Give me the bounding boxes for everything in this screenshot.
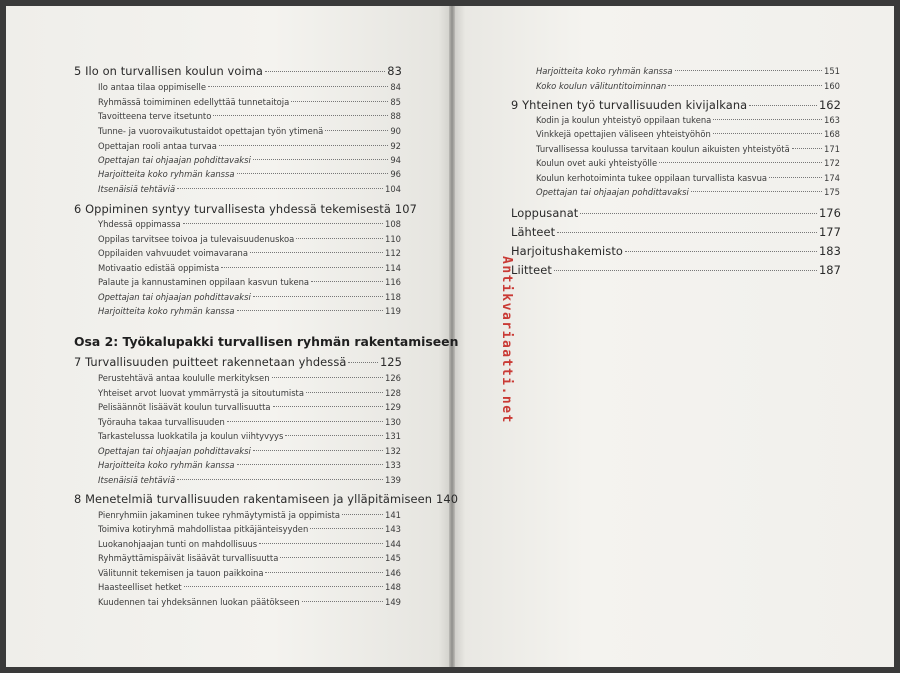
toc-item: Turvallisessa koulussa tarvitaan koulun aikuisten yhteistyötä 171	[536, 144, 840, 154]
toc-item: Koulun kerhotoiminta tukee oppilaan turvallista kasvua 174	[536, 173, 840, 183]
toc-item: Opettajan tai ohjaajan pohdittavaksi 175	[536, 187, 840, 197]
toc-exercise-index: Harjoitushakemisto 183	[511, 244, 841, 258]
toc-item: Opettajan tai ohjaajan pohdittavaksi 94	[98, 155, 401, 165]
toc-item: Tavoitteena terve itsetunto 88	[98, 111, 401, 121]
toc-item: Oppilas tarvitsee toivoa ja tulevaisuudenuskoa 110	[98, 234, 401, 244]
toc-item: Luokanohjaajan tunti on mahdollisuus 144	[98, 539, 401, 549]
toc-item: Palaute ja kannustaminen oppilaan kasvun tukena 116	[98, 277, 401, 287]
toc-item: Perustehtävä antaa koululle merkityksen 126	[98, 373, 401, 383]
toc-sources: Lähteet 177	[511, 225, 841, 239]
toc-item: Koulun ovet auki yhteistyölle 172	[536, 158, 840, 168]
toc-item: Pienryhmiin jakaminen tukee ryhmäytymistä ja oppimista 141	[98, 510, 401, 520]
toc-item: Toimiva kotiryhmä mahdollistaa pitkäjänteisyyden 143	[98, 524, 401, 534]
toc-item: Itsenäisiä tehtäviä 139	[98, 475, 401, 485]
toc-item: Harjoitteita koko ryhmän kanssa 96	[98, 169, 401, 179]
toc-item: Harjoitteita koko ryhmän kanssa 133	[98, 460, 401, 470]
toc-item: Työrauha takaa turvallisuuden 130	[98, 417, 401, 427]
toc-item: Harjoitteita koko ryhmän kanssa 119	[98, 306, 401, 316]
toc-chapter-9: 9 Yhteinen työ turvallisuuden kivijalkana 162	[511, 98, 841, 112]
toc-item: Vinkkejä opettajien väliseen yhteistyöhön 168	[536, 129, 840, 139]
toc-item: Yhdessä oppimassa 108	[98, 219, 401, 229]
toc-item: Opettajan tai ohjaajan pohdittavaksi 118	[98, 292, 401, 302]
toc-closing-words: Loppusanat 176	[511, 206, 841, 220]
toc-item: Harjoitteita koko ryhmän kanssa 151	[536, 66, 840, 76]
toc-item: Haasteelliset hetket 148	[98, 582, 401, 592]
toc-chapter-7: 7 Turvallisuuden puitteet rakennetaan yhdessä 125	[74, 355, 402, 369]
toc-chapter-8: 8 Menetelmiä turvallisuuden rakentamiseen ja ylläpitämiseen 140	[74, 492, 459, 506]
toc-chapter-6: 6 Oppiminen syntyy turvallisesta yhdessä tekemisestä 107	[74, 202, 417, 216]
toc-item: Opettajan rooli antaa turvaa 92	[98, 141, 401, 151]
toc-item: Pelisäännöt lisäävät koulun turvallisuutta 129	[98, 402, 401, 412]
toc-item: Ilo antaa tilaa oppimiselle 84	[98, 82, 401, 92]
toc-item: Itsenäisiä tehtäviä 104	[98, 184, 401, 194]
toc-item: Ryhmässä toimiminen edellyttää tunnetaitoja 85	[98, 97, 401, 107]
toc-item: Opettajan tai ohjaajan pohdittavaksi 132	[98, 446, 401, 456]
toc-item: Välitunnit tekemisen ja tauon paikkoina 146	[98, 568, 401, 578]
toc-item: Yhteiset arvot luovat ymmärrystä ja sitoutumista 128	[98, 388, 401, 398]
toc-item: Tarkastelussa luokkatila ja koulun viihtyvyys 131	[98, 431, 401, 441]
part-2-heading: Osa 2: Työkalupakki turvallisen ryhmän rakentamiseen	[74, 334, 459, 349]
toc-chapter-5: 5 Ilo on turvallisen koulun voima 83	[74, 64, 402, 78]
watermark-stamp: Antikvariaatti.net	[499, 256, 514, 424]
toc-item: Ryhmäyttämispäivät lisäävät turvallisuutta 145	[98, 553, 401, 563]
toc-item: Kuudennen tai yhdeksännen luokan päätökseen 149	[98, 597, 401, 607]
toc-item: Koko koulun välituntitoiminnan 160	[536, 81, 840, 91]
toc-item: Oppilaiden vahvuudet voimavarana 112	[98, 248, 401, 258]
toc-item: Motivaatio edistää oppimista 114	[98, 263, 401, 273]
toc-item: Kodin ja koulun yhteistyö oppilaan tukena 163	[536, 115, 840, 125]
toc-appendices: Liitteet 187	[511, 263, 841, 277]
toc-item: Tunne- ja vuorovaikutustaidot opettajan työn ytimenä 90	[98, 126, 401, 136]
